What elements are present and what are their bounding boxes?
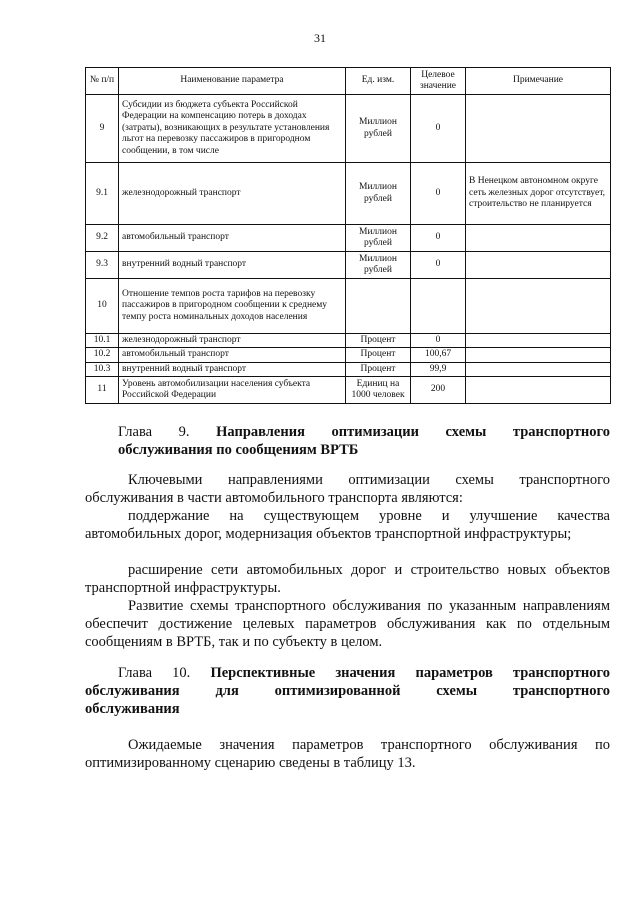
row-note (466, 95, 611, 163)
table-row (86, 163, 611, 225)
header-note: Примечание (466, 68, 611, 95)
row-num: 10 (86, 279, 119, 334)
row-unit: Процент (346, 362, 411, 376)
row-num: 9.1 (86, 163, 119, 225)
chapter10-prefix: Глава 10. (118, 665, 191, 681)
paragraph-key-directions: Ключевыми направлениями оптимизации схемы транспортного обслуживания в части автомобильного транспорта являются: (85, 472, 610, 506)
paragraph-item-roads: поддержание на существующем уровне и улучшение качества автомобильных дорог, модернизация объектов транспортной инфраструктуры; (85, 508, 610, 542)
paragraph-expected-values: Ожидаемые значения параметров транспортного обслуживания по оптимизированному сценарию сведены в таблицу 13. (85, 737, 610, 771)
chapter9-title-line1: Направления оптимизации схемы транспортного (216, 424, 611, 440)
row-unit: Миллион рублей (346, 95, 411, 163)
row-unit (346, 279, 411, 334)
chapter9-heading (118, 423, 610, 459)
row-name: внутренний водный транспорт (119, 252, 346, 279)
row-num: 9.3 (86, 252, 119, 279)
row-value: 100,67 (411, 348, 466, 362)
table-row (86, 334, 611, 348)
row-name: Отношение темпов роста тарифов на перевозку пассажиров в пригородном сообщении к среднему темпу роста номинальных доходов населения (119, 279, 346, 334)
row-value: 0 (411, 225, 466, 252)
row-num: 10.1 (86, 334, 119, 348)
table-row (86, 362, 611, 376)
row-unit: Миллион рублей (346, 163, 411, 225)
row-value: 200 (411, 377, 466, 404)
table-row (86, 95, 611, 163)
row-note (466, 334, 611, 348)
row-num: 11 (86, 377, 119, 404)
table-row (86, 279, 611, 334)
row-note (466, 377, 611, 404)
row-value: 0 (411, 334, 466, 348)
row-value: 0 (411, 163, 466, 225)
row-unit: Миллион рублей (346, 252, 411, 279)
row-num: 9.2 (86, 225, 119, 252)
table-row (86, 348, 611, 362)
row-name: Субсидии из бюджета субъекта Российской Федерации на компенсацию потерь в доходах (затраты), возникающих в результате установления льгот на перевозку пассажиров в пригородном сообщении, в том числе (119, 95, 346, 163)
table-row (86, 225, 611, 252)
row-name: железнодорожный транспорт (119, 334, 346, 348)
row-name: Уровень автомобилизации населения субъекта Российской Федерации (119, 377, 346, 404)
row-note (466, 362, 611, 376)
chapter10-title-line1: Перспективные значения параметров транспортного (210, 665, 610, 681)
header-unit: Ед. изм. (346, 68, 411, 95)
row-note (466, 279, 611, 334)
row-value: 0 (411, 252, 466, 279)
header-name: Наименование параметра (119, 68, 346, 95)
header-target: Целевое значение (411, 68, 466, 95)
row-num: 9 (86, 95, 119, 163)
row-name: автомобильный транспорт (119, 225, 346, 252)
table-row (86, 252, 611, 279)
header-num: № п/п (86, 68, 119, 95)
row-note (466, 225, 611, 252)
row-unit: Единиц на 1000 человек (346, 377, 411, 404)
row-value (411, 279, 466, 334)
row-note (466, 252, 611, 279)
chapter10-title-line2: обслуживания для оптимизированной схемы транспортного (85, 683, 610, 699)
row-name: железнодорожный транспорт (119, 163, 346, 225)
row-note (466, 348, 611, 362)
table-header-row (86, 68, 611, 95)
chapter9-prefix: Глава 9. (118, 424, 190, 440)
row-unit: Процент (346, 348, 411, 362)
table-row (86, 377, 611, 404)
row-unit: Процент (346, 334, 411, 348)
paragraph-item-expansion: расширение сети автомобильных дорог и строительство новых объектов транспортной инфраструктуры. (85, 562, 610, 596)
row-name: внутренний водный транспорт (119, 362, 346, 376)
chapter10-title-line3: обслуживания (85, 701, 180, 717)
row-note: В Ненецком автономном округе сеть железных дорог отсутствует, строительство не планируется (466, 163, 611, 225)
chapter9-title-line2: обслуживания по сообщениям ВРТБ (118, 442, 359, 458)
page-number: 31 (314, 31, 326, 45)
row-value: 99,9 (411, 362, 466, 376)
row-num: 10.2 (86, 348, 119, 362)
row-unit: Миллион рублей (346, 225, 411, 252)
row-num: 10.3 (86, 362, 119, 376)
parameters-table (85, 67, 611, 404)
paragraph-development: Развитие схемы транспортного обслуживания по указанным направлениям обеспечит достижение целевых параметров обслуживания как по отдельным сообщениям в ВРТБ, так и по субъекту в целом. (85, 598, 610, 650)
row-name: автомобильный транспорт (119, 348, 346, 362)
row-value: 0 (411, 95, 466, 163)
chapter10-heading (85, 664, 610, 718)
